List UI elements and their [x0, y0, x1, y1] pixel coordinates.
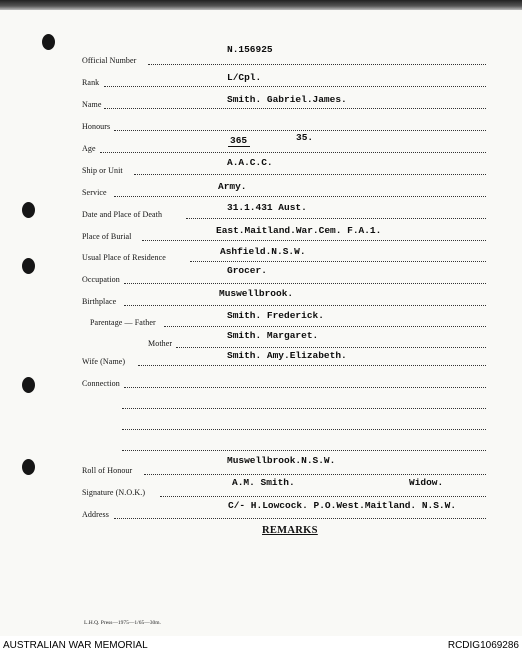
address-value: C/- H.Lowcock. P.O.West.Maitland. N.S.W.: [228, 500, 457, 511]
ship-or-unit-label: Ship or Unit: [82, 166, 123, 175]
occupation-value: Grocer.: [227, 265, 267, 276]
service-label: Service: [82, 188, 107, 197]
roll-of-honour-label: Roll of Honour: [82, 466, 133, 475]
dotted-rule: [176, 347, 486, 348]
punch-hole: [22, 202, 35, 218]
age-label: Age: [82, 144, 96, 153]
dotted-rule: [122, 429, 486, 430]
dotted-rule: [186, 218, 486, 219]
service-value: Army.: [218, 181, 247, 192]
mother-value: Smith. Margaret.: [227, 330, 319, 341]
wife-value: Smith. Amy.Elizabeth.: [227, 350, 347, 361]
birthplace-value: Muswellbrook.: [219, 288, 294, 299]
age-value: 35.: [296, 132, 314, 143]
footer-record-id: RCDIG1069286: [447, 640, 519, 651]
official-number-label: Official Number: [82, 56, 137, 65]
dotted-rule: [122, 450, 486, 451]
printer-imprint: L.H.Q. Press—1975—1/65—30m.: [84, 620, 161, 626]
name-label: Name: [82, 100, 102, 109]
roll-of-honour-value: Muswellbrook.N.S.W.: [227, 455, 336, 466]
remarks-heading: REMARKS: [262, 525, 318, 536]
dotted-rule: [104, 86, 486, 87]
punch-hole: [42, 34, 55, 50]
date-place-death-value: 31.1.431 Aust.: [227, 202, 307, 213]
place-of-burial-label: Place of Burial: [82, 232, 132, 241]
dotted-rule: [104, 108, 486, 109]
usual-residence-value: Ashfield.N.S.W.: [220, 246, 306, 257]
age-crossed-value: 365: [230, 135, 248, 146]
punch-hole: [22, 459, 35, 475]
dotted-rule: [164, 326, 486, 327]
signature-value: A.M. Smith.: [232, 477, 295, 488]
dotted-rule: [124, 283, 486, 284]
dotted-rule: [114, 518, 486, 519]
place-of-burial-value: East.Maitland.War.Cem. F.A.1.: [216, 225, 382, 236]
punch-hole: [22, 258, 35, 274]
honours-label: Honours: [82, 122, 111, 131]
dotted-rule: [160, 496, 486, 497]
address-label: Address: [82, 510, 109, 519]
punch-hole: [22, 377, 35, 393]
dotted-rule: [134, 174, 486, 175]
date-place-death-label: Date and Place of Death: [82, 210, 163, 219]
ship-or-unit-value: A.A.C.C.: [227, 157, 273, 168]
father-label: Parentage — Father: [90, 318, 156, 327]
dotted-rule: [148, 64, 486, 65]
official-number-value: N.156925: [227, 44, 273, 55]
birthplace-label: Birthplace: [82, 297, 117, 306]
strike-line: [228, 146, 250, 147]
dotted-rule: [124, 305, 486, 306]
dotted-rule: [142, 240, 486, 241]
dotted-rule: [114, 130, 486, 131]
dotted-rule: [124, 387, 486, 388]
mother-label: Mother: [148, 339, 173, 348]
usual-residence-label: Usual Place of Residence: [82, 253, 166, 262]
footer-archive-name: AUSTRALIAN WAR MEMORIAL: [3, 640, 148, 651]
rank-value: L/Cpl.: [227, 72, 262, 83]
dotted-rule: [138, 365, 486, 366]
connection-label: Connection: [82, 379, 120, 388]
signature-relation-value: Widow.: [409, 477, 444, 488]
signature-label: Signature (N.O.K.): [82, 488, 146, 497]
occupation-label: Occupation: [82, 275, 120, 284]
dotted-rule: [190, 261, 486, 262]
dotted-rule: [144, 474, 486, 475]
wife-label: Wife (Name): [82, 357, 126, 366]
dotted-rule: [122, 408, 486, 409]
name-value: Smith. Gabriel.James.: [227, 94, 347, 105]
scan-top-edge: [0, 0, 522, 10]
dotted-rule: [114, 196, 486, 197]
rank-label: Rank: [82, 78, 100, 87]
dotted-rule: [100, 152, 486, 153]
father-value: Smith. Frederick.: [227, 310, 324, 321]
